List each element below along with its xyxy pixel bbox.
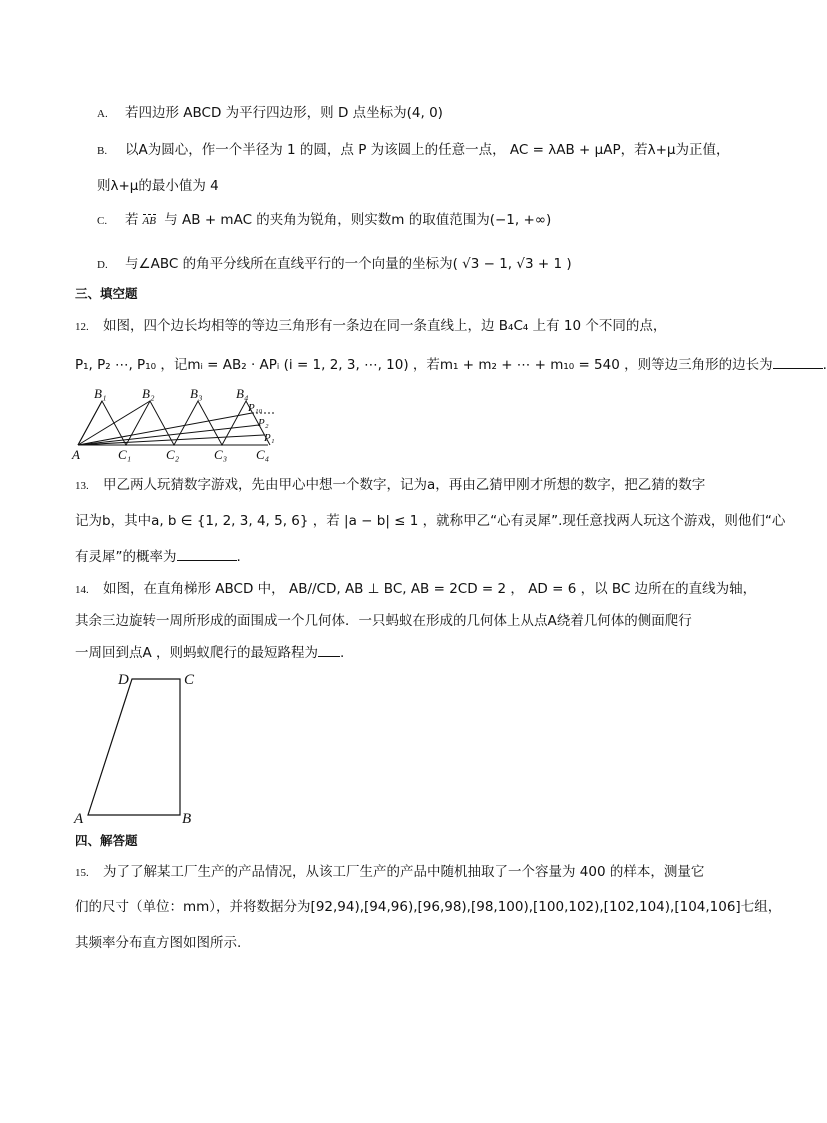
choice-c <box>97 208 551 228</box>
question-text: 为了了解某工厂生产的产品情况，从该工厂生产的产品中随机抽取了一个容量为 400 的样本，测量它 <box>103 864 705 880</box>
label-c1: C₁ <box>118 447 132 462</box>
choice-letter: A. <box>97 108 108 120</box>
question-14-cont <box>75 609 692 629</box>
question-15-cont <box>75 895 781 915</box>
period: . <box>340 645 345 661</box>
question-text: 其频率分布直方图如图所示. <box>75 935 242 951</box>
label-b2: B₂ <box>142 386 155 401</box>
question-number: 14. <box>75 584 89 596</box>
label-a: A <box>74 811 84 827</box>
label-c3: C₃ <box>214 447 228 462</box>
question-text: P₁, P₂ ⋯, P₁₀ ，记mᵢ = AB₂ · APᵢ (i = 1, 2, 3, ⋯, 10) ，若m₁ + m₂ + ⋯ + m₁₀ = 540 ，则等边三角形的边长为 <box>75 357 773 373</box>
question-text: 甲乙两人玩猜数字游戏，先由甲心中想一个数字，记为a，再由乙猜甲刚才所想的数字，把乙猜的数字 <box>103 477 706 493</box>
choice-a <box>97 101 443 121</box>
question-15 <box>75 860 704 880</box>
label-a: A <box>72 447 80 462</box>
choice-text: 若四边形 ABCD 为平行四边形，则 D 点坐标为(4, 0) <box>125 105 443 121</box>
choice-text: 与∠ABC 的角平分线所在直线平行的一个向量的坐标为( √3 − 1, √3 + 1 ) <box>125 256 572 272</box>
label-b4: B₄ <box>236 386 249 401</box>
section-heading: 四、解答题 <box>75 833 138 848</box>
question-12-cont <box>75 353 827 373</box>
choice-letter: B. <box>97 145 108 157</box>
label-b1: B₁ <box>94 386 107 401</box>
label-d: D <box>118 672 129 688</box>
choice-text: 以A为圆心，作一个半径为 1 的圆，点 P 为该圆上的任意一点， AC = λAB + μAP，若λ+μ为正值， <box>125 142 730 158</box>
question-13-cont2 <box>75 545 241 565</box>
question-text: 记为b，其中a, b ∈ {1, 2, 3, 4, 5, 6} ，若 |a − b| ≤ 1 ，就称甲乙“心有灵犀”.现任意找两人玩这个游戏，则他们“心 <box>75 513 786 529</box>
label-c: C <box>184 672 195 688</box>
choice-letter: D. <box>97 259 108 271</box>
label-p10: P₁₀ <box>248 402 263 414</box>
triangles-figure <box>70 385 290 465</box>
label-b: B <box>182 811 192 827</box>
choice-text: 与 AB + mAC 的夹角为锐角，则实数m 的取值范围为(−1, +∞) <box>159 212 552 228</box>
label-p1: P₁ <box>264 432 275 444</box>
question-text: 其余三边旋转一周所形成的面围成一个几何体．一只蚂蚁在形成的几何体上从点A绕着几何体的侧面爬行 <box>75 613 692 629</box>
question-text: 如图，在直角梯形 ABCD 中， AB//CD, AB ⊥ BC, AB = 2CD = 2 ， AD = 6 ，以 BC 边所在的直线为轴， <box>103 581 757 597</box>
question-14-cont2 <box>75 641 344 661</box>
question-number: 15. <box>75 867 89 879</box>
question-13-cont <box>75 509 785 529</box>
question-text: 一周回到点A ，则蚂蚁爬行的最短路程为 <box>75 645 319 661</box>
section-heading: 三、填空题 <box>75 286 138 301</box>
answer-blank[interactable] <box>177 549 237 561</box>
question-number: 13. <box>75 480 89 492</box>
question-text: 有灵犀”的概率为 <box>75 549 177 565</box>
period: . <box>822 357 827 373</box>
label-c2: C₂ <box>166 447 180 462</box>
label-b3: B₃ <box>190 386 203 401</box>
choice-letter: C. <box>97 215 108 227</box>
choice-text: 则λ+μ的最小值为 4 <box>97 178 219 194</box>
question-12 <box>75 314 666 334</box>
choice-d <box>97 252 572 272</box>
label-c4: C₄ <box>256 447 270 462</box>
vector-label: AB <box>142 215 156 227</box>
question-15-cont2 <box>75 931 241 951</box>
choice-b-cont <box>97 174 219 194</box>
label-p2: P₂ <box>258 417 269 429</box>
answer-blank[interactable] <box>773 357 823 369</box>
period: . <box>236 549 241 565</box>
choice-text: 若 <box>125 212 139 228</box>
question-13 <box>75 473 705 493</box>
question-number: 12. <box>75 321 89 333</box>
trapezoid-figure <box>70 668 210 828</box>
choice-b <box>97 138 729 158</box>
question-text: 如图，四个边长均相等的等边三角形有一条边在同一条直线上，边 B₄C₄ 上有 10 个不同的点， <box>103 318 667 334</box>
question-14 <box>75 577 756 597</box>
question-text: 们的尺寸（单位：mm），并将数据分为[92,94),[94,96),[96,98),[98,100),[100,102),[102,104),[104,106]七组， <box>75 899 782 915</box>
answer-blank[interactable] <box>318 645 340 657</box>
